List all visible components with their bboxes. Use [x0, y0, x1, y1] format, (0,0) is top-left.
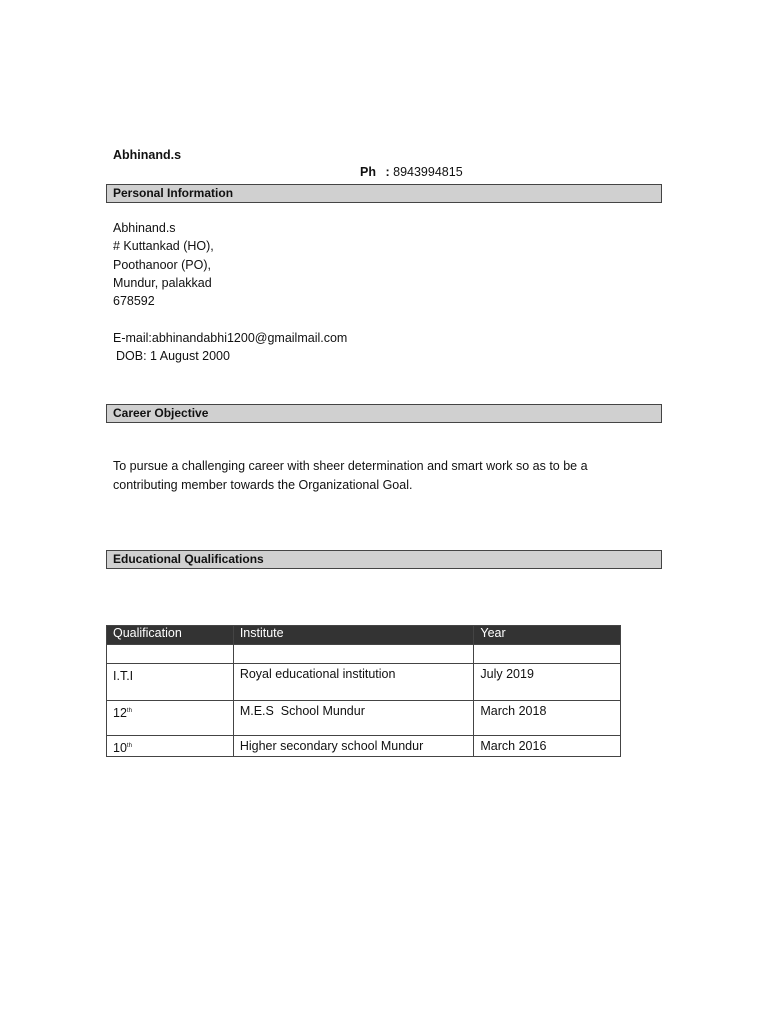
phone-separator: : — [385, 165, 390, 179]
qualifications-table — [106, 625, 621, 757]
institute-cell: M.E.S School Mundur — [233, 701, 474, 736]
phone-line — [360, 165, 463, 179]
qualification-value: 12 — [113, 706, 127, 721]
table-row — [107, 664, 621, 701]
institute-cell: Royal educational institution — [233, 664, 474, 701]
table-cell — [233, 645, 474, 664]
candidate-name: Abhinand.s — [113, 148, 182, 162]
qualification-value: I.T.I — [113, 669, 134, 684]
table-row — [107, 701, 621, 736]
qualification-suffix: th — [126, 743, 132, 749]
phone-number: 8943994815 — [393, 165, 463, 179]
column-header-year: Year — [474, 626, 621, 645]
table-header-row — [107, 626, 621, 645]
section-career-objective: Career Objective — [106, 404, 662, 423]
qualification-value: 10 — [113, 741, 127, 756]
year-cell: July 2019 — [474, 664, 621, 701]
date-of-birth: DOB: 1 August 2000 — [116, 349, 230, 363]
email: E-mail:abhinandabhi1200@gmailmail.com — [113, 331, 348, 345]
address-line: # Kuttankad (HO), — [113, 239, 214, 253]
qualification-suffix: th — [126, 708, 132, 714]
qualification-cell — [107, 701, 234, 736]
address-line: Abhinand.s — [113, 221, 176, 235]
qualification-cell — [107, 736, 234, 757]
table-row-empty — [107, 645, 621, 664]
phone-label: Ph — [360, 165, 376, 179]
table-row — [107, 736, 621, 757]
column-header-institute: Institute — [233, 626, 474, 645]
section-personal-information: Personal Information — [106, 184, 662, 203]
institute-cell: Higher secondary school Mundur — [233, 736, 474, 757]
year-cell: March 2016 — [474, 736, 621, 757]
table-cell — [107, 645, 234, 664]
column-header-qualification: Qualification — [107, 626, 234, 645]
table-cell — [474, 645, 621, 664]
address-line: Poothanoor (PO), — [113, 258, 211, 272]
address-line: 678592 — [113, 294, 155, 308]
section-educational-qualifications: Educational Qualifications — [106, 550, 662, 569]
qualification-cell — [107, 664, 234, 701]
career-objective-text: To pursue a challenging career with sheer determination and smart work so as to be a contributing member towards the Organizational Goal. — [113, 459, 588, 492]
year-cell: March 2018 — [474, 701, 621, 736]
address-line: Mundur, palakkad — [113, 276, 212, 290]
